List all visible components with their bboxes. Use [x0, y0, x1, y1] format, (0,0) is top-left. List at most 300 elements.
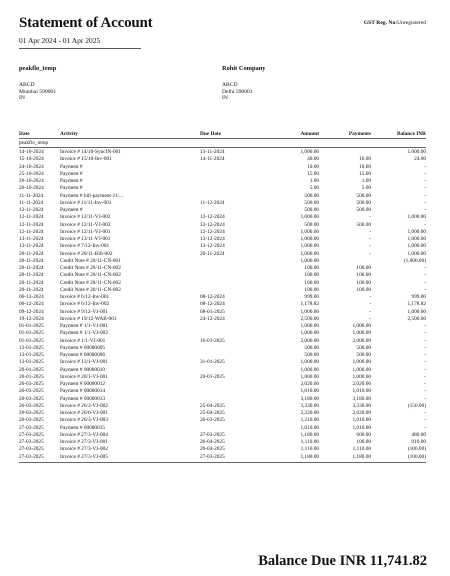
cell-amount: 1.00: [309, 178, 319, 184]
from-address-line3: IN: [19, 95, 25, 102]
cell-due-date: [200, 185, 260, 192]
cell-payments: 2,020.00: [352, 410, 371, 416]
cell-balance: -: [424, 185, 426, 192]
cell-date: 11-11-2024: [19, 192, 44, 199]
table-row: [19, 345, 426, 352]
cell-activity: Credit Note # 20/11-CN-002: [60, 279, 121, 286]
cell-activity: Payment #: [60, 207, 83, 213]
cell-balance: -: [424, 199, 426, 206]
cell-activity: Invoice # 7/12-Inv-001: [60, 243, 110, 250]
table-row: [19, 251, 426, 258]
cell-balance: 1,000.00: [407, 308, 426, 315]
cell-balance: -: [424, 395, 426, 402]
cell-amount: 500.00: [304, 344, 319, 351]
cell-activity: Invoice # 27/3-VJ-004: [60, 431, 108, 438]
table-row: [19, 359, 426, 366]
cell-activity: Payment #: [60, 178, 83, 184]
header-date: Date: [19, 131, 30, 137]
cell-activity: Invoice # 20/1-VJ-001: [60, 373, 108, 380]
table-row: [19, 258, 426, 265]
cell-balance: -: [424, 373, 426, 380]
cell-activity: Payment # 00000005: [60, 344, 106, 351]
cell-date: 20-11-2024: [19, 257, 44, 264]
cell-activity: Invoice # 12/11-VJ-003: [60, 221, 111, 228]
cell-payments: 2,020.00: [352, 381, 371, 387]
cell-amount: 15.00: [307, 170, 319, 177]
cell-due-date: 12-12-2024: [200, 214, 225, 221]
cell-amount: 2,000.00: [300, 337, 319, 344]
table-row: [19, 425, 426, 432]
cell-due-date: 08-12-2024: [200, 294, 225, 300]
from-name: peakflo_temp: [19, 65, 57, 72]
cell-balance: -: [424, 323, 426, 329]
cell-activity: Invoice # 19/12-WAB-001: [60, 315, 117, 322]
cell-date: 06-12-2024: [19, 301, 44, 308]
cell-due-date: 24-12-2024: [200, 315, 225, 322]
table-row: [19, 439, 426, 446]
cell-payments: 100.00: [356, 265, 371, 271]
table-row: [19, 352, 426, 359]
table-row: [19, 222, 426, 229]
table-row: [19, 338, 426, 345]
cell-activity: Payment # 1/1-VJ-002: [60, 330, 108, 337]
cell-date: 27-03-2025: [19, 446, 44, 453]
table-header: [19, 130, 426, 139]
cell-date: 26-10-2024: [19, 185, 44, 192]
header-balance: Balance INR: [397, 131, 426, 137]
cell-amount: 1,010.00: [300, 424, 319, 431]
from-party: [19, 66, 56, 102]
header-due-date: Due Date: [200, 131, 222, 137]
cell-payments: 10.00: [359, 163, 371, 170]
cell-activity: Invoice # 15/10-Inv-001: [60, 156, 112, 163]
cell-payments: 3,180.00: [352, 395, 371, 402]
cell-activity: Payment #: [60, 163, 83, 170]
table-row: [19, 309, 426, 316]
cell-payments: 500.00: [356, 344, 371, 351]
cell-balance: 1,000.00: [407, 149, 426, 155]
cell-balance: -: [424, 344, 426, 351]
cell-balance: -: [424, 272, 426, 279]
cell-balance: 910.00: [411, 439, 426, 445]
cell-date: 12-11-2024: [19, 207, 44, 213]
cell-payments: 1,010.00: [352, 388, 371, 395]
cell-activity: Payment # bill-payment-11/...: [60, 192, 124, 199]
cell-date: 06-12-2024: [19, 294, 44, 300]
cell-payments: 1,010.00: [352, 424, 371, 431]
cell-due-date: [200, 272, 260, 279]
cell-activity: Invoice # 13/11-VJ-001: [60, 236, 111, 242]
cell-balance: -: [424, 279, 426, 286]
table-row: [19, 207, 426, 214]
cell-payments: 600.00: [356, 431, 371, 438]
cell-activity: Invoice # 12/11-VJ-002: [60, 214, 111, 221]
cell-amount: 3,180.00: [300, 395, 319, 402]
cell-activity: Payment # 1/1-VJ-001: [60, 323, 108, 329]
cell-due-date: [200, 287, 260, 294]
cell-due-date: 13-12-2024: [200, 236, 225, 242]
cell-balance: -: [424, 337, 426, 344]
cell-due-date: [200, 258, 260, 265]
cell-amount: 500.00: [304, 199, 319, 206]
cell-date: 27-03-2025: [19, 431, 44, 438]
cell-amount: 2,500.00: [300, 315, 319, 322]
table-body: [19, 149, 426, 461]
cell-due-date: 11-12-2024: [200, 199, 225, 206]
cell-activity: Invoice # 6/12-Inv-002: [60, 301, 110, 308]
cell-payments: -: [369, 250, 371, 257]
cell-due-date: [200, 193, 260, 200]
cell-activity: Invoice # 1/1-VJ-001: [60, 337, 106, 344]
cell-due-date: [200, 381, 260, 388]
cell-amount: 1,000.00: [300, 149, 319, 155]
cell-date: 27-03-2025: [19, 439, 44, 445]
header-amount: Amount: [300, 131, 319, 137]
cell-payments: 100.00: [356, 439, 371, 445]
cell-activity: Credit Note # 20/11-CN-002: [60, 286, 121, 293]
table-row: [19, 243, 426, 250]
cell-amount: 500.00: [304, 221, 319, 228]
cell-date: 13-11-2024: [19, 236, 44, 242]
cell-amount: 999.00: [304, 294, 319, 300]
cell-amount: 1,000.00: [300, 359, 319, 366]
table-row: [19, 156, 426, 163]
cell-amount: 1,110.00: [300, 446, 319, 453]
cell-date: 11-11-2024: [19, 199, 44, 206]
cell-due-date: 08-01-2025: [200, 308, 225, 315]
cell-payments: 500.00: [356, 207, 371, 213]
cell-payments: -: [369, 214, 371, 221]
cell-payments: 100.00: [356, 286, 371, 293]
cell-amount: 2,020.00: [300, 381, 319, 387]
cell-amount: 1,000.00: [300, 236, 319, 242]
cell-amount: 1,110.00: [300, 439, 319, 445]
cell-due-date: 26-03-2025: [200, 417, 225, 424]
cell-date: 01-01-2025: [19, 337, 44, 344]
cell-balance: -: [424, 330, 426, 337]
cell-balance: 1,000.00: [407, 228, 426, 235]
table-row: [19, 374, 426, 381]
cell-activity: Payment # 00000006: [60, 352, 106, 358]
cell-payments: 100.00: [356, 279, 371, 286]
cell-activity: Invoice # 14/10-SyncIN-001: [60, 149, 121, 155]
cell-due-date: 26-04-2025: [200, 446, 225, 453]
cell-balance: -: [424, 424, 426, 431]
cell-date: 26-03-2025: [19, 381, 44, 387]
cell-activity: Payment # 00000013: [60, 395, 106, 402]
cell-date: 24-10-2024: [19, 163, 44, 170]
cell-due-date: 14-11-2024: [200, 156, 225, 163]
cell-due-date: 12-12-2024: [200, 228, 225, 235]
cell-payments: 1,000.00: [352, 359, 371, 366]
cell-amount: 1,000.00: [300, 214, 319, 221]
cell-amount: 1,000.00: [300, 366, 319, 373]
cell-amount: 500.00: [304, 192, 319, 199]
cell-due-date: [200, 425, 260, 432]
gst-value: Unregistered: [397, 20, 426, 26]
cell-date: 01-01-2025: [19, 323, 44, 329]
cell-date: 14-10-2024: [19, 149, 44, 155]
cell-due-date: 16-01-2025: [200, 337, 225, 344]
cell-date: 20-11-2024: [19, 265, 44, 271]
cell-payments: 16.00: [359, 156, 371, 163]
table-row: [19, 265, 426, 272]
cell-balance: -: [424, 417, 426, 424]
table-row: [19, 164, 426, 171]
header-activity: Activity: [60, 131, 78, 137]
cell-payments: -: [369, 243, 371, 250]
cell-activity: Payment #: [60, 185, 83, 192]
header-payments: Payments: [348, 131, 371, 137]
table-row: [19, 178, 426, 185]
cell-amount: 500.00: [304, 352, 319, 358]
cell-amount: 1,180.00: [300, 453, 319, 460]
from-address-line1: ABCD: [19, 82, 35, 89]
table-row: [19, 381, 426, 388]
cell-activity: Credit Note # 20/11-CN-002: [60, 265, 121, 271]
cell-balance: -: [424, 170, 426, 177]
statement-table: [19, 130, 426, 463]
table-row: [19, 454, 426, 461]
cell-balance: 1,000.00: [407, 214, 426, 221]
cell-amount: 100.00: [304, 272, 319, 279]
cell-payments: 5.00: [361, 185, 371, 192]
cell-due-date: [200, 396, 260, 403]
cell-due-date: 20-01-2025: [200, 373, 225, 380]
cell-date: 27-03-2025: [19, 424, 44, 431]
gst-label: GST Reg. No:: [363, 20, 398, 26]
cell-balance: -: [424, 388, 426, 395]
cell-activity: Invoice # 27/3-VJ-005: [60, 453, 108, 460]
group-label: peakflo_temp: [19, 139, 426, 148]
cell-balance: -: [424, 192, 426, 199]
cell-payments: 1,010.00: [352, 417, 371, 424]
table-row: [19, 446, 426, 453]
cell-payments: 1,000.00: [352, 366, 371, 373]
table-row: [19, 410, 426, 417]
cell-amount: 2,220.00: [300, 410, 319, 416]
cell-due-date: [200, 330, 260, 337]
cell-balance: 1,000.00: [407, 243, 426, 250]
cell-date: 12-11-2024: [19, 228, 44, 235]
cell-payments: 1,000.00: [352, 323, 371, 329]
cell-due-date: [200, 178, 260, 185]
cell-date: 26-03-2025: [19, 417, 44, 424]
cell-balance: -: [424, 286, 426, 293]
cell-activity: Credit Note # 20/11-CN-001: [60, 257, 121, 264]
cell-payments: 1,000.00: [352, 330, 371, 337]
cell-balance: 1,178.82: [407, 301, 426, 308]
table-row: [19, 229, 426, 236]
cell-date: 20-01-2025: [19, 373, 44, 380]
table-row: [19, 294, 426, 301]
table-row: [19, 171, 426, 178]
cell-payments: 2,000.00: [352, 337, 371, 344]
table-row: [19, 323, 426, 330]
cell-payments: -: [369, 315, 371, 322]
cell-due-date: 26-04-2025: [200, 439, 225, 445]
cell-date: 26-03-2025: [19, 395, 44, 402]
cell-balance: (100.00): [407, 453, 426, 460]
cell-balance: 999.00: [411, 294, 426, 300]
cell-date: 20-01-2025: [19, 366, 44, 373]
table-row: [19, 287, 426, 294]
statement-title: Statement of Account: [19, 15, 153, 31]
cell-activity: Invoice # 26/3-VJ-002: [60, 402, 108, 409]
cell-payments: [319, 258, 371, 265]
cell-activity: Invoice # 6/12-Inv-001: [60, 294, 110, 300]
cell-payments: -: [369, 294, 371, 300]
table-row: [19, 388, 426, 395]
cell-activity: Credit Note # 20/11-CN-002: [60, 272, 121, 279]
cell-payments: 3,330.00: [352, 402, 371, 409]
table-row: [19, 185, 426, 192]
cell-activity: Payment # 00000014: [60, 388, 106, 395]
cell-due-date: [200, 345, 260, 352]
to-address-line2: Delhi 590001: [222, 88, 253, 95]
cell-date: 19-12-2024: [19, 315, 44, 322]
cell-payments: -: [369, 236, 371, 242]
table-row: [19, 396, 426, 403]
cell-payments: -: [369, 228, 371, 235]
to-address-line3: IN: [222, 95, 228, 102]
cell-amount: 1,178.82: [300, 301, 319, 308]
cell-activity: Invoice # 27/3-VJ-001: [60, 439, 108, 445]
cell-activity: Payment # 00000010: [60, 366, 106, 373]
cell-date: 12-11-2024: [19, 221, 44, 228]
cell-amount: 1,010.00: [300, 388, 319, 395]
cell-due-date: [200, 265, 260, 272]
table-row: [19, 367, 426, 374]
cell-date: 12-11-2024: [19, 214, 44, 221]
cell-due-date: 13-12-2024: [200, 243, 225, 250]
cell-activity: Invoice # 11/11-Inv-001: [60, 199, 112, 206]
cell-amount: 10.00: [307, 163, 319, 170]
cell-due-date: [200, 323, 260, 330]
cell-activity: Payment #: [60, 170, 83, 177]
cell-date: 20-11-2024: [19, 250, 44, 257]
cell-payments: 1,180.00: [352, 453, 371, 460]
cell-due-date: 20-11-2024: [200, 250, 225, 257]
cell-due-date: [200, 388, 260, 395]
cell-due-date: [200, 207, 260, 214]
table-row: [19, 316, 426, 323]
cell-balance: (1,000.00): [403, 257, 426, 264]
cell-balance: -: [424, 381, 426, 387]
cell-amount: 100.00: [304, 286, 319, 293]
cell-payments: 1,000.00: [352, 373, 371, 380]
cell-activity: Invoice # 9/12-VJ-001: [60, 308, 108, 315]
cell-due-date: 25-04-2025: [200, 410, 225, 416]
cell-amount: 1,110.00: [300, 417, 319, 424]
cell-payments: 500.00: [356, 352, 371, 358]
table-row: [19, 272, 426, 279]
cell-due-date: [200, 171, 260, 178]
cell-balance: -: [424, 221, 426, 228]
cell-payments: 1.00: [361, 178, 371, 184]
table-row: [19, 200, 426, 207]
cell-balance: (100.00): [407, 446, 426, 453]
cell-balance: 24.00: [414, 156, 426, 163]
cell-amount: 1,000.00: [300, 257, 319, 264]
cell-amount: 100.00: [304, 265, 319, 271]
table-row: [19, 301, 426, 308]
cell-activity: Invoice # 26/3-VJ-003: [60, 417, 108, 424]
cell-payments: 15.00: [359, 170, 371, 177]
cell-date: 27-03-2025: [19, 453, 44, 460]
cell-activity: Payment # 00000012: [60, 381, 106, 387]
cell-due-date: [200, 352, 260, 359]
cell-amount: 100.00: [304, 279, 319, 286]
cell-due-date: 27-03-2025: [200, 453, 225, 460]
cell-date: 20-11-2024: [19, 279, 44, 286]
cell-amount: 1,000.00: [300, 228, 319, 235]
cell-payments: [319, 149, 371, 156]
cell-amount: 3,330.00: [300, 402, 319, 409]
table-row: [19, 214, 426, 221]
cell-date: 15-10-2024: [19, 156, 44, 163]
cell-payments: -: [369, 308, 371, 315]
cell-activity: Payment # 00000015: [60, 424, 106, 431]
cell-activity: Invoice # 12/11-VJ-001: [60, 228, 111, 235]
table-row: [19, 149, 426, 156]
cell-amount: 1,000.00: [300, 330, 319, 337]
cell-due-date: [200, 367, 260, 374]
cell-amount: 500.00: [304, 207, 319, 213]
cell-activity: Invoice # 26/6-VJ-001: [60, 410, 108, 416]
table-row: [19, 236, 426, 243]
cell-payments: 500.00: [356, 221, 371, 228]
cell-date: 26-03-2025: [19, 402, 44, 409]
cell-balance: -: [424, 178, 426, 184]
statement-period: 01 Apr 2024 - 01 Apr 2025: [19, 36, 141, 49]
to-address-line1: ABCD: [222, 82, 238, 89]
cell-amount: 1,000.00: [300, 308, 319, 315]
cell-date: 20-11-2024: [19, 272, 44, 279]
from-address-line2: Mumbai 590001: [19, 88, 57, 95]
cell-amount: 40.00: [307, 156, 319, 163]
cell-due-date: 13-11-2024: [200, 149, 225, 155]
to-name: Rohit Company: [222, 65, 266, 72]
cell-balance: (150.00): [407, 402, 426, 409]
cell-balance: 480.00: [411, 431, 426, 438]
cell-balance: 2,500.00: [407, 315, 426, 322]
table-row: [19, 193, 426, 200]
cell-due-date: [200, 164, 260, 171]
cell-balance: -: [424, 359, 426, 366]
table-row: [19, 280, 426, 287]
cell-date: 01-01-2025: [19, 330, 44, 337]
cell-amount: 5.00: [309, 185, 319, 192]
cell-date: 26-10-2024: [19, 178, 44, 184]
cell-balance: -: [424, 352, 426, 358]
cell-balance: -: [424, 366, 426, 373]
balance-due: Balance Due INR 11,741.82: [258, 553, 427, 569]
cell-payments: 500.00: [356, 199, 371, 206]
cell-balance: -: [424, 207, 426, 213]
cell-due-date: 12-12-2024: [200, 221, 225, 228]
cell-date: 13-01-2025: [19, 344, 44, 351]
cell-date: 13-01-2025: [19, 359, 44, 366]
cell-balance: 1,000.00: [407, 250, 426, 257]
cell-due-date: 08-12-2024: [200, 301, 225, 308]
cell-balance: -: [424, 265, 426, 271]
cell-activity: Invoice # 13/1-VJ-001: [60, 359, 108, 366]
cell-payments: 100.00: [356, 272, 371, 279]
cell-activity: Invoice # 27/3-VJ-002: [60, 446, 108, 453]
table-row: [19, 417, 426, 424]
cell-amount: 1,180.00: [300, 431, 319, 438]
